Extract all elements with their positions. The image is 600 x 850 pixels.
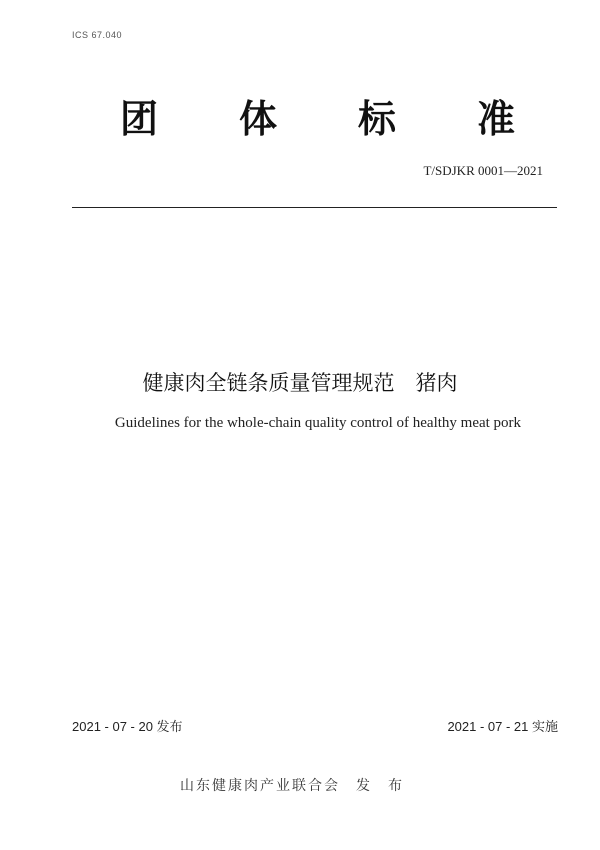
implementation-date: 2021 - 07 - 21 实施 [447, 719, 558, 734]
doc-type-char: 体 [238, 97, 277, 141]
document-title-chinese: 健康肉全链条质量管理规范 猪肉 [142, 371, 458, 395]
standard-number: T/SDJKR 0001—2021 [423, 163, 543, 178]
issue-date: 2021 - 07 - 20 发布 [72, 719, 183, 734]
document-type-heading [120, 96, 515, 142]
doc-type-char: 准 [476, 97, 515, 141]
header-divider [72, 207, 557, 208]
publisher: 山东健康肉产业联合会 发 布 [180, 778, 404, 794]
doc-type-char: 团 [120, 97, 159, 141]
ics-code: ICS 67.040 [72, 30, 123, 40]
document-title-english: Guidelines for the whole-chain quality control of healthy meat pork [114, 415, 522, 431]
doc-type-char: 标 [357, 97, 396, 141]
